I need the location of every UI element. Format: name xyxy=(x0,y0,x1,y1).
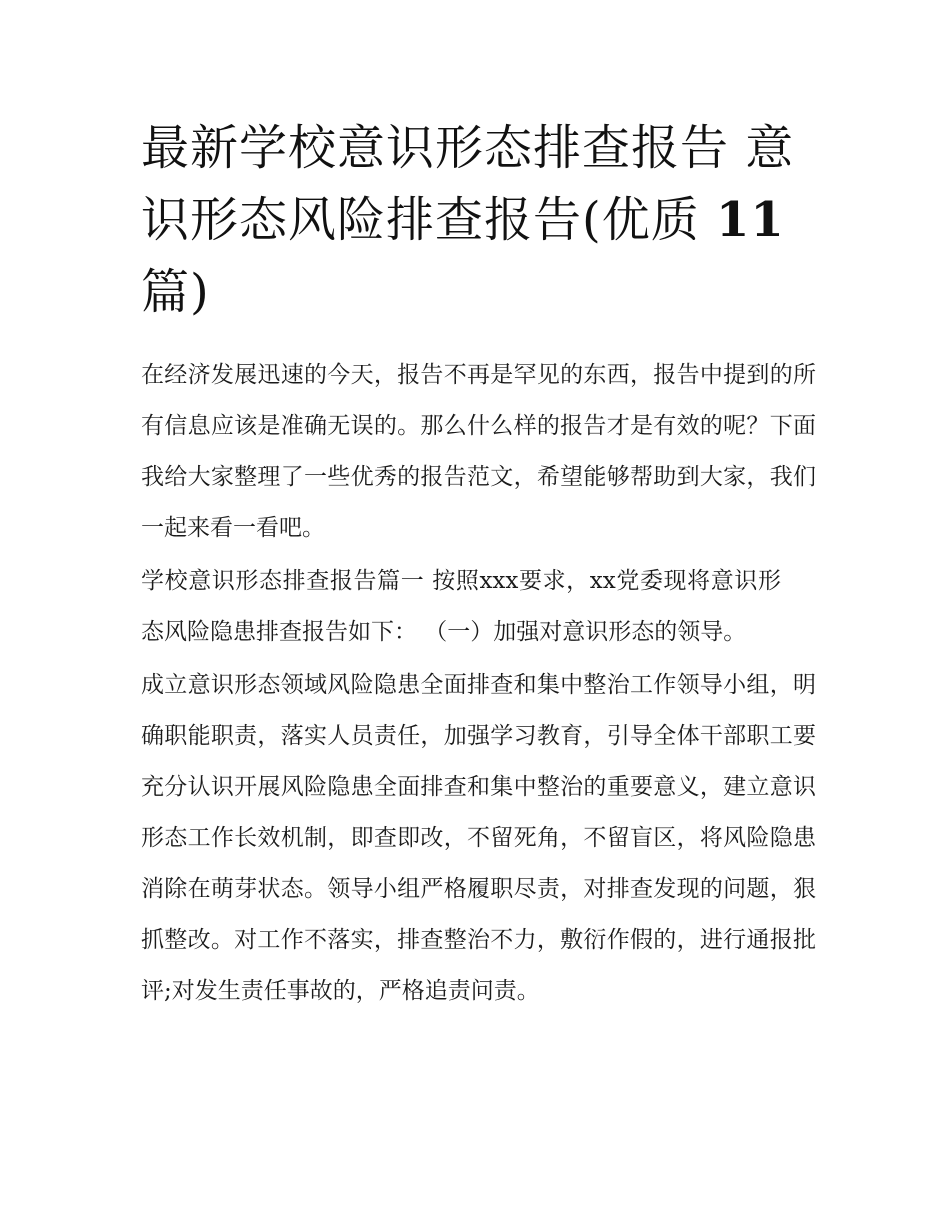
document-title xyxy=(141,112,816,328)
intro-paragraph: 在经济发展迅速的今天，报告不再是罕见的东西，报告中提到的所有信息应该是准确无误的。那么什么样的报告才是有效的呢？下面我给大家整理了一些优秀的报告范文，希望能够帮助到大家，我们一起来看一看吧。 xyxy=(141,362,816,541)
title-count: 11 xyxy=(716,192,785,248)
leadership-paragraph: 成立意识形态领域风险隐患全面排查和集中整治工作领导小组，明确职能职责，落实人员责任，加强学习教育，引导全体干部职工要充分认识开展风险隐患全面排查和集中整治的重要意义，建立意识形态工作长效机制，即查即改，不留死角，不留盲区，将风险隐患消除在萌芽状态。领导小组严格履职尽责，对排查发现的问题，狠抓整改。对工作不落实，排查整治不力，敷衍作假的，进行通报批评;对发生责任事故的，严格追责问责。 xyxy=(141,672,816,1004)
title-line-1: 最新学校意识形态排查报告 意 xyxy=(141,120,795,176)
document-body xyxy=(141,112,816,1019)
title-line-3: 篇) xyxy=(141,264,210,320)
title-line-2: 识形态风险排查报告(优质 xyxy=(141,192,700,248)
section-one-paragraph: 学校意识形态排查报告篇一 按照xxx要求，xx党委现将意识形态风险隐患排查报告如下： （一）加强对意识形态的领导。 xyxy=(141,568,781,645)
